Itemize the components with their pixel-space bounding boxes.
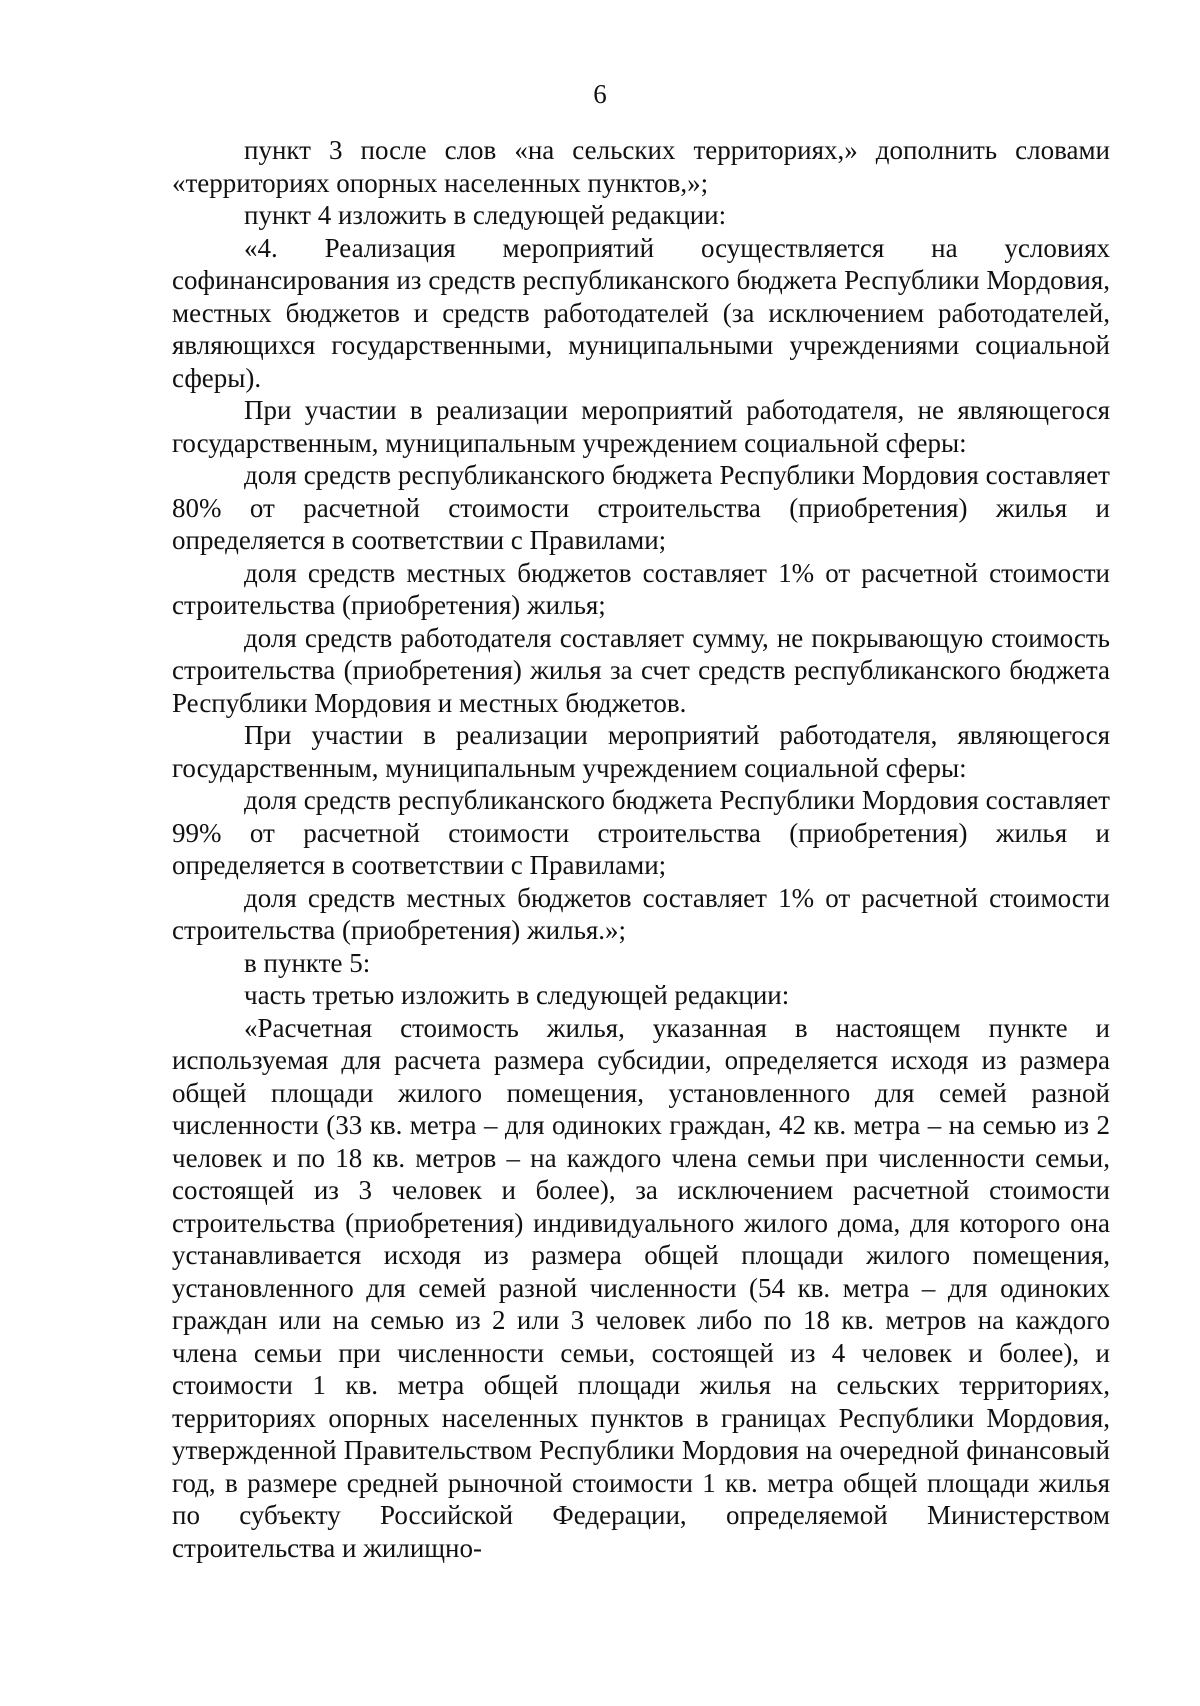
paragraph-9: доля средств республиканского бюджета Республики Мордовия составляет 99% от расчетной стоимости строительства (приобретения) жилья и определяется в соответствии с Правилами; [172,785,1110,880]
page-number: 6 [593,79,607,109]
paragraph-11: в пункте 5: [244,947,371,978]
paragraph-4: При участии в реализации мероприятий работодателя, не являющегося государственным, муниципальным учреждением социальной сферы: [172,395,1110,458]
paragraph-3: «4. Реализация мероприятий осуществляется на условиях софинансирования из средств республиканского бюджета Республики Мордовия, местных бюджетов и средств работодателей (за исключением работодателей, являющихся государственными, муниципальными учреждениями социальной сферы). [172,232,1110,393]
paragraph-5: доля средств республиканского бюджета Республики Мордовия составляет 80% от расчетной стоимости строительства (приобретения) жилья и определяется в соответствии с Правилами; [172,460,1110,555]
paragraph-1: пункт 3 после слов «на сельских территориях,» дополнить словами «территориях опорных населенных пунктов,»; [172,135,1110,198]
paragraph-7: доля средств работодателя составляет сумму, не покрывающую стоимость строительства (приобретения) жилья за счет средств республиканского бюджета Республики Мордовия и местных бюджетов. [172,622,1110,718]
paragraph-2: пункт 4 изложить в следующей редакции: [244,200,727,230]
paragraph-10: доля средств местных бюджетов составляет 1% от расчетной стоимости строительства (приобретения) жилья.»; [172,882,1110,945]
paragraph-13: «Расчетная стоимость жилья, указанная в настоящем пункте и используемая для расчета размера субсидии, определяется исходя из размера общей площади жилого помещения, установленного для семей разной численности (33 кв. метра – для одиноких граждан, 42 кв. метра – на семью из 2 человек и по 18 кв. метров – на каждого члена семьи при численности семьи, состоящей из 3 человек и более), за исключением расчетной стоимости строительства (приобретения) индивидуального жилого дома, для которого она устанавливается исходя из размера общей площади жилого помещения, установленного для семей разной численности (54 кв. метра – для одиноких граждан или на семью из 2 или 3 человек либо по 18 кв. метров на каждого члена семьи при численности семьи, состоящей из 4 человек и более), и стоимости 1 кв. метра общей площади жилья на сельских территориях, территориях опорных населенных пунктов в границах Республики Мордовия, утвержденной Правительством Республики Мордовия на очередной финансовый год, в размере средней рыночной стоимости 1 кв. метра общей площади жилья по субъекту Российской Федерации, определяемой Министерством строительства и жилищно- [172,1012,1110,1563]
paragraph-6: доля средств местных бюджетов составляет 1% от расчетной стоимости строительства (приобретения) жилья; [172,557,1110,620]
document-body [172,134,1110,1564]
paragraph-12: часть третью изложить в следующей редакции: [244,980,790,1010]
paragraph-8: При участии в реализации мероприятий работодателя, являющегося государственным, муниципальным учреждением социальной сферы: [172,720,1110,783]
